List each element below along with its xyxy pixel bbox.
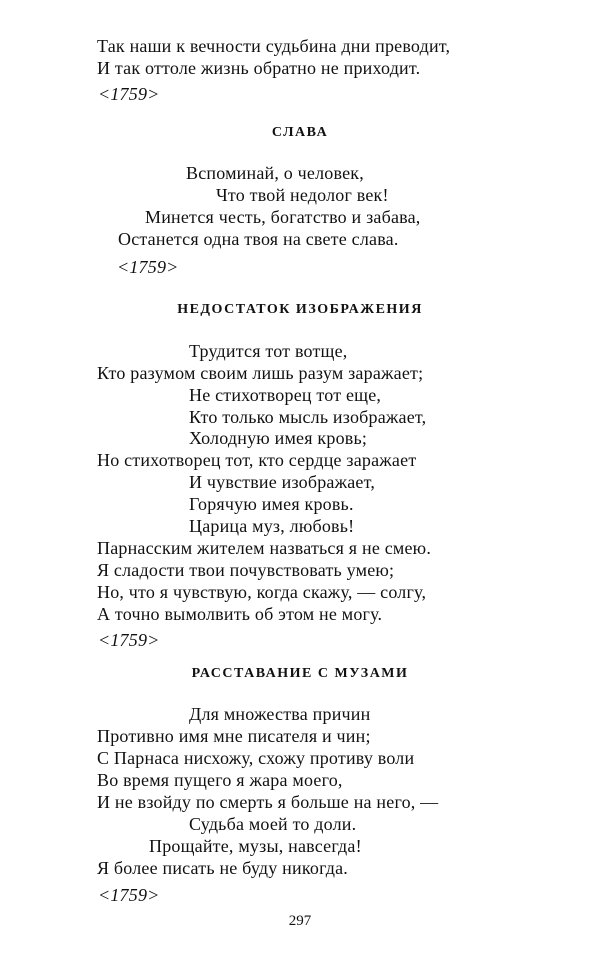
verse-line: Минется честь, богатство и забава,: [145, 207, 421, 227]
verse-line: Трудится тот вотще,: [189, 341, 348, 361]
verse-line: И так оттоле жизнь обратно не приходит.: [97, 58, 421, 78]
verse-line: Я более писать не буду никогда.: [97, 858, 349, 878]
verse-line: Останется одна твоя на свете слава.: [118, 229, 399, 249]
verse-line: Что твой недолог век!: [216, 185, 389, 205]
poem-date: <1759>: [117, 257, 179, 277]
verse-line: Во время пущего я жара моего,: [97, 770, 343, 790]
verse-line: Не стихотворец тот еще,: [189, 385, 382, 405]
verse-line: Холодную имея кровь;: [189, 428, 368, 448]
verse-line: Для множества причин: [189, 704, 371, 724]
verse-line: Судьба моей то доли.: [189, 814, 357, 834]
verse-line: Прощайте, музы, навсегда!: [149, 836, 362, 856]
verse-line: Я сладости твои почувствовать умею;: [97, 560, 395, 580]
poem-title: НЕДОСТАТОК ИЗОБРАЖЕНИЯ: [177, 302, 423, 317]
verse-line: Парнасским жителем назваться я не смею.: [97, 538, 432, 558]
verse-line: И не взойду по смерть я больше на него, —: [97, 792, 439, 812]
verse-line: Но стихотворец тот, кто сердце заражает: [97, 450, 417, 470]
verse-line: Кто только мысль изображает,: [189, 407, 427, 427]
verse-line: И чувствие изображает,: [189, 472, 376, 492]
verse-line: С Парнаса нисхожу, схожу противу воли: [97, 748, 415, 768]
verse-line: Так наши к вечности судьбина дни преводит,: [97, 36, 451, 56]
verse-line: Противно имя мне писателя и чин;: [97, 726, 371, 746]
verse-line: А точно вымолвить об этом не могу.: [97, 604, 383, 624]
poem-date: <1759>: [98, 885, 160, 905]
page-number: 297: [288, 913, 312, 929]
poem-date: <1759>: [98, 84, 160, 104]
verse-line: Вспоминай, о человек,: [186, 163, 364, 183]
poem-title: СЛАВА: [271, 125, 329, 140]
verse-line: Царица муз, любовь!: [189, 516, 355, 536]
poem-date: <1759>: [98, 630, 160, 650]
verse-line: Но, что я чувствую, когда скажу, — солгу,: [97, 582, 427, 602]
poem-title: РАССТАВАНИЕ С МУЗАМИ: [191, 666, 409, 681]
verse-line: Кто разумом своим лишь разум заражает;: [97, 363, 424, 383]
verse-line: Горячую имея кровь.: [189, 494, 354, 514]
